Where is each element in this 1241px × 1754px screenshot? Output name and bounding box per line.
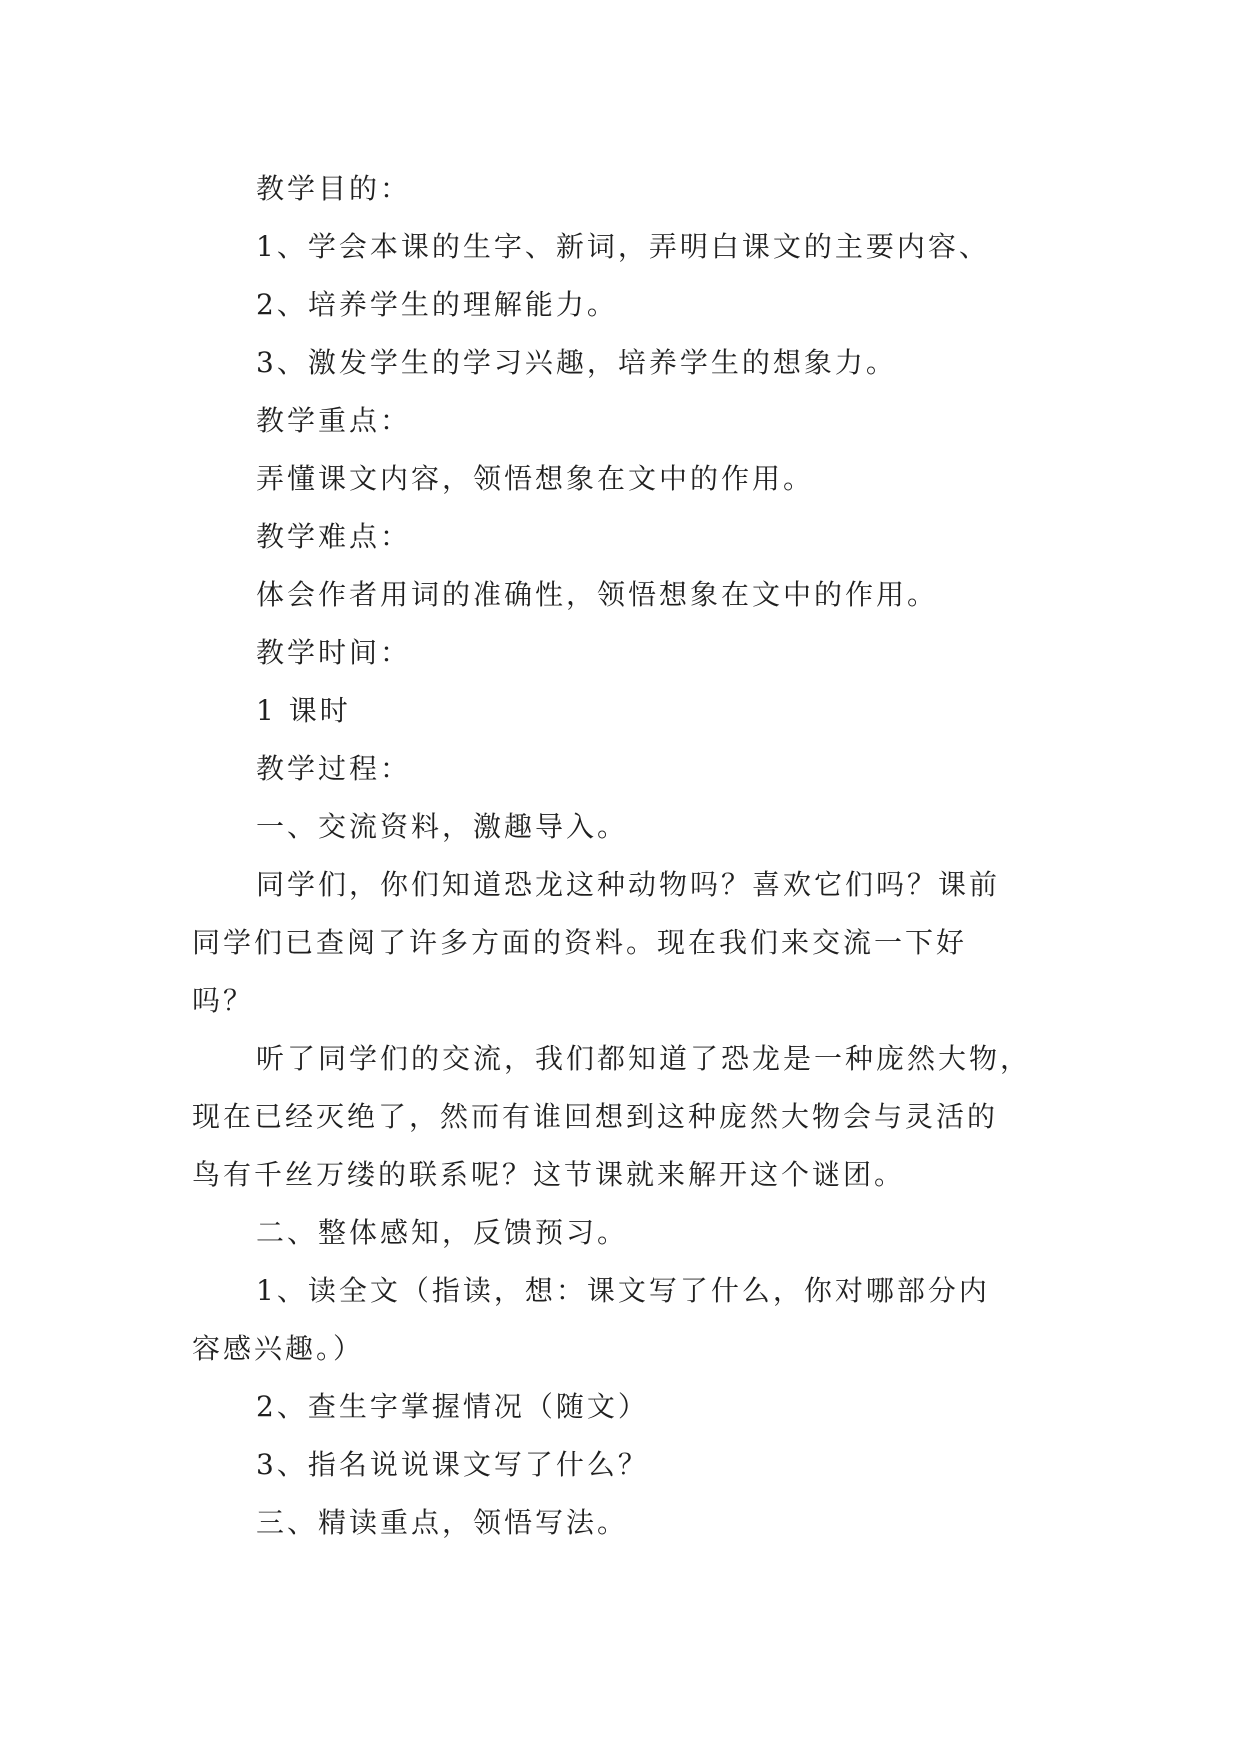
step-3: 3、指名说说课文写了什么？ bbox=[256, 1448, 649, 1481]
heading-difficulties: 教学难点： bbox=[256, 520, 412, 553]
paragraph-2-line-1: 听了同学们的交流，我们都知道了恐龙是一种庞然大物， bbox=[256, 1042, 1032, 1075]
heading-key-points: 教学重点： bbox=[256, 404, 412, 437]
heading-teaching-time: 教学时间： bbox=[256, 636, 412, 669]
paragraph-1-line-3: 吗？ bbox=[192, 984, 255, 1017]
step-1-line-2: 容感兴趣。） bbox=[192, 1332, 365, 1365]
paragraph-2-line-3: 鸟有千丝万缕的联系呢？这节课就来解开这个谜团。 bbox=[192, 1158, 906, 1191]
teaching-time-text: 1 课时 bbox=[256, 694, 351, 727]
section-heading-1: 一、交流资料，激趣导入。 bbox=[256, 810, 629, 843]
document-body bbox=[192, 160, 1052, 1552]
difficulties-text: 体会作者用词的准确性，领悟想象在文中的作用。 bbox=[256, 578, 939, 611]
heading-teaching-process: 教学过程： bbox=[256, 752, 412, 785]
objective-item-2: 2、培养学生的理解能力。 bbox=[256, 288, 618, 321]
section-heading-3: 三、精读重点，领悟写法。 bbox=[256, 1506, 629, 1539]
objective-item-1: 1、学会本课的生字、新词，弄明白课文的主要内容、 bbox=[256, 230, 990, 263]
step-1-line-1: 1、读全文（指读，想：课文写了什么，你对哪部分内 bbox=[256, 1274, 990, 1307]
key-points-text: 弄懂课文内容，领悟想象在文中的作用。 bbox=[256, 462, 815, 495]
paragraph-2-line-2: 现在已经灭绝了，然而有谁回想到这种庞然大物会与灵活的 bbox=[192, 1100, 999, 1133]
step-2: 2、查生字掌握情况（随文） bbox=[256, 1390, 649, 1423]
heading-teaching-objectives: 教学目的： bbox=[256, 172, 412, 205]
paragraph-1-line-2: 同学们已查阅了许多方面的资料。现在我们来交流一下好 bbox=[192, 926, 968, 959]
objective-item-3: 3、激发学生的学习兴趣，培养学生的想象力。 bbox=[256, 346, 897, 379]
section-heading-2: 二、整体感知，反馈预习。 bbox=[256, 1216, 629, 1249]
paragraph-1-line-1: 同学们，你们知道恐龙这种动物吗？喜欢它们吗？课前 bbox=[256, 868, 1001, 901]
